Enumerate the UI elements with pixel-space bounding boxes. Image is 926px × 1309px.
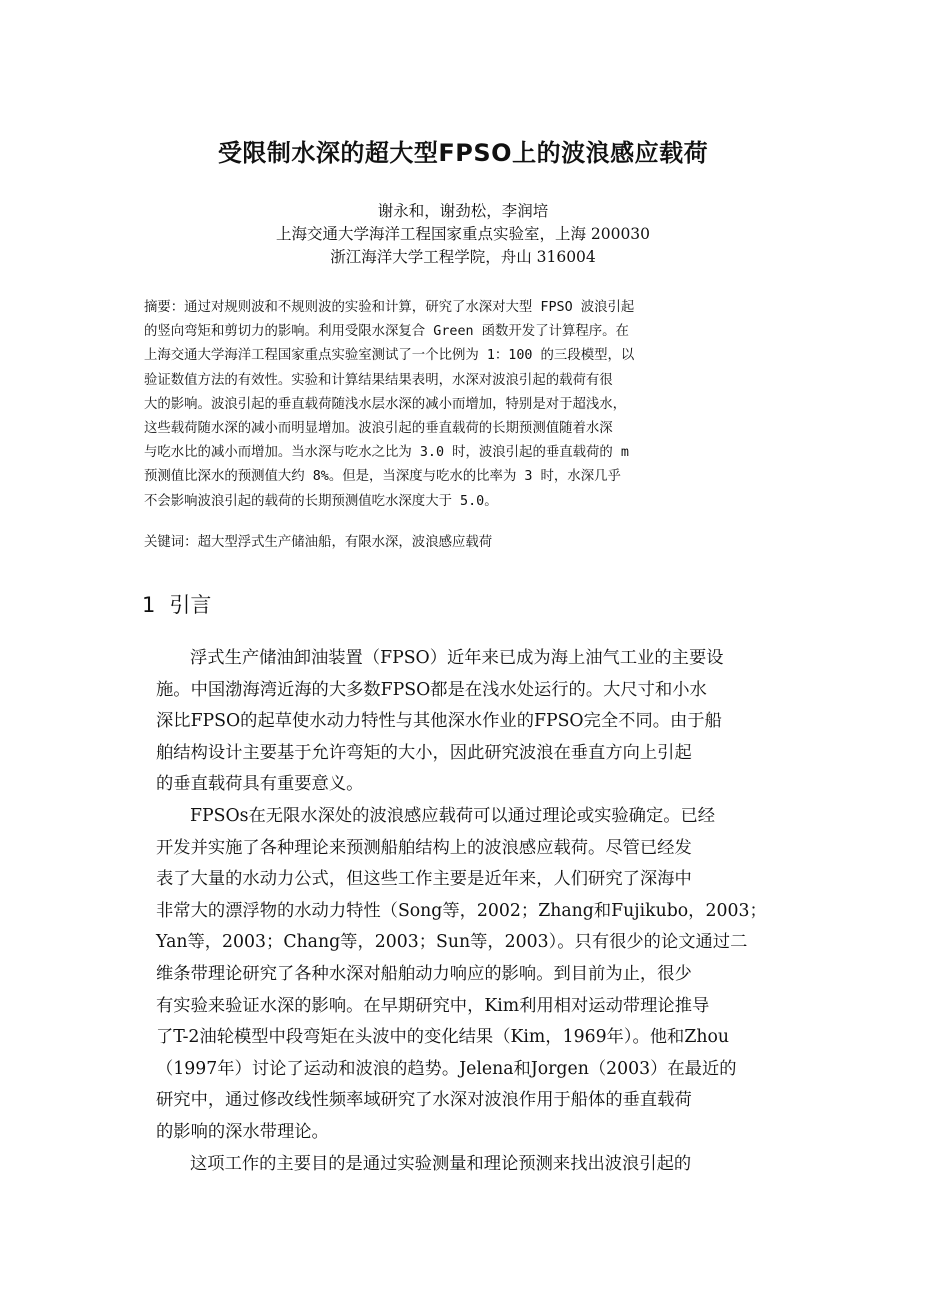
- abstract: [144, 296, 784, 514]
- paragraph-line: 深比FPSO的起草使水动力特性与其他深水作业的FPSO完全不同。由于船: [156, 711, 722, 732]
- abstract-line: 不会影响波浪引起的载荷的长期预测值吃水深度大于 5.0。: [144, 493, 498, 509]
- paragraph-line: 施。中国渤海湾近海的大多数FPSO都是在浅水处运行的。大尺寸和小水: [156, 679, 707, 700]
- body-text: [156, 643, 776, 1180]
- abstract-line: 上海交通大学海洋工程国家重点实验室测试了一个比例为 1：100 的三段模型，以: [144, 348, 635, 364]
- paragraph-line: 开发并实施了各种理论来预测船舶结构上的波浪感应载荷。尽管已经发: [156, 837, 692, 858]
- author-names: 谢永和，谢劲松，李润培: [377, 202, 549, 220]
- section-title: 引言: [169, 593, 212, 617]
- abstract-line: 摘要：通过对规则波和不规则波的实验和计算，研究了水深对大型 FPSO 波浪引起: [144, 300, 635, 315]
- abstract-line: 预测值比深水的预测值大约 8%。但是，当深度与吃水的比率为 3 时，水深几乎: [144, 469, 621, 485]
- abstract-label: 摘要：: [144, 300, 185, 315]
- paragraph-line: 维条带理论研究了各种水深对船舶动力响应的影响。到目前为止，很少: [156, 963, 692, 984]
- abstract-line: 与吃水比的减小而增加。当水深与吃水之比为 3.0 时，波浪引起的垂直载荷的 m: [144, 445, 629, 461]
- section-number: 1: [142, 593, 156, 617]
- keywords: [144, 531, 784, 555]
- keywords-label: 关键词：: [144, 535, 198, 550]
- paragraph-line: （1997年）讨论了运动和波浪的趋势。Jelena和Jorgen（2003）在最近的: [156, 1058, 737, 1079]
- paragraph-line: Yan等，2003；Chang等，2003；Sun等，2003）。只有很少的论文通过二: [156, 932, 748, 953]
- author-block: [0, 200, 926, 269]
- paragraph-line: 非常大的漂浮物的水动力特性（Song等，2002；Zhang和Fujikubo，2003；: [156, 900, 767, 921]
- paragraph-line: 的垂直载荷具有重要意义。: [156, 774, 364, 795]
- affiliation-2: 浙江海洋大学工程学院，舟山 316004: [330, 248, 596, 266]
- paragraph-line: 有实验来验证水深的影响。在早期研究中，Kim利用相对运动带理论推导: [156, 995, 710, 1016]
- paragraph-line: 舶结构设计主要基于允许弯矩的大小，因此研究波浪在垂直方向上引起: [156, 742, 692, 763]
- paragraph-line: 了T-2油轮模型中段弯矩在头波中的变化结果（Kim，1969年）。他和Zhou: [156, 1027, 729, 1048]
- paragraph-line: FPSOs在无限水深处的波浪感应载荷可以通过理论或实验确定。已经: [190, 805, 716, 826]
- paragraph-line: 表了大量的水动力公式，但这些工作主要是近年来，人们研究了深海中: [156, 869, 692, 890]
- abstract-line: 大的影响。波浪引起的垂直载荷随浅水层水深的减小而增加，特别是对于超浅水，: [144, 396, 627, 412]
- section-heading: [142, 589, 211, 619]
- keywords-text: 超大型浮式生产储油船，有限水深，波浪感应载荷: [197, 535, 493, 550]
- paper-title: 受限制水深的超大型FPSO上的波浪感应载荷: [217, 139, 709, 167]
- paragraph-line: 浮式生产储油卸油装置（FPSO）近年来已成为海上油气工业的主要设: [190, 648, 724, 668]
- abstract-line: 验证数值方法的有效性。实验和计算结果结果表明，水深对波浪引起的载荷有很: [144, 372, 613, 388]
- paragraph-line: 研究中，通过修改线性频率域研究了水深对波浪作用于船体的垂直载荷: [156, 1090, 692, 1111]
- paragraph-line: 的影响的深水带理论。: [156, 1121, 329, 1142]
- affiliation-1: 上海交通大学海洋工程国家重点实验室，上海 200030: [275, 225, 651, 243]
- abstract-line: 这些载荷随水深的减小而明显增加。波浪引起的垂直载荷的长期预测值随着水深: [144, 421, 613, 437]
- abstract-line: 的竖向弯矩和剪切力的影响。利用受限水深复合 Green 函数开发了计算程序。在: [144, 324, 629, 340]
- paragraph-line: 这项工作的主要目的是通过实验测量和理论预测来找出波浪引起的: [190, 1153, 692, 1174]
